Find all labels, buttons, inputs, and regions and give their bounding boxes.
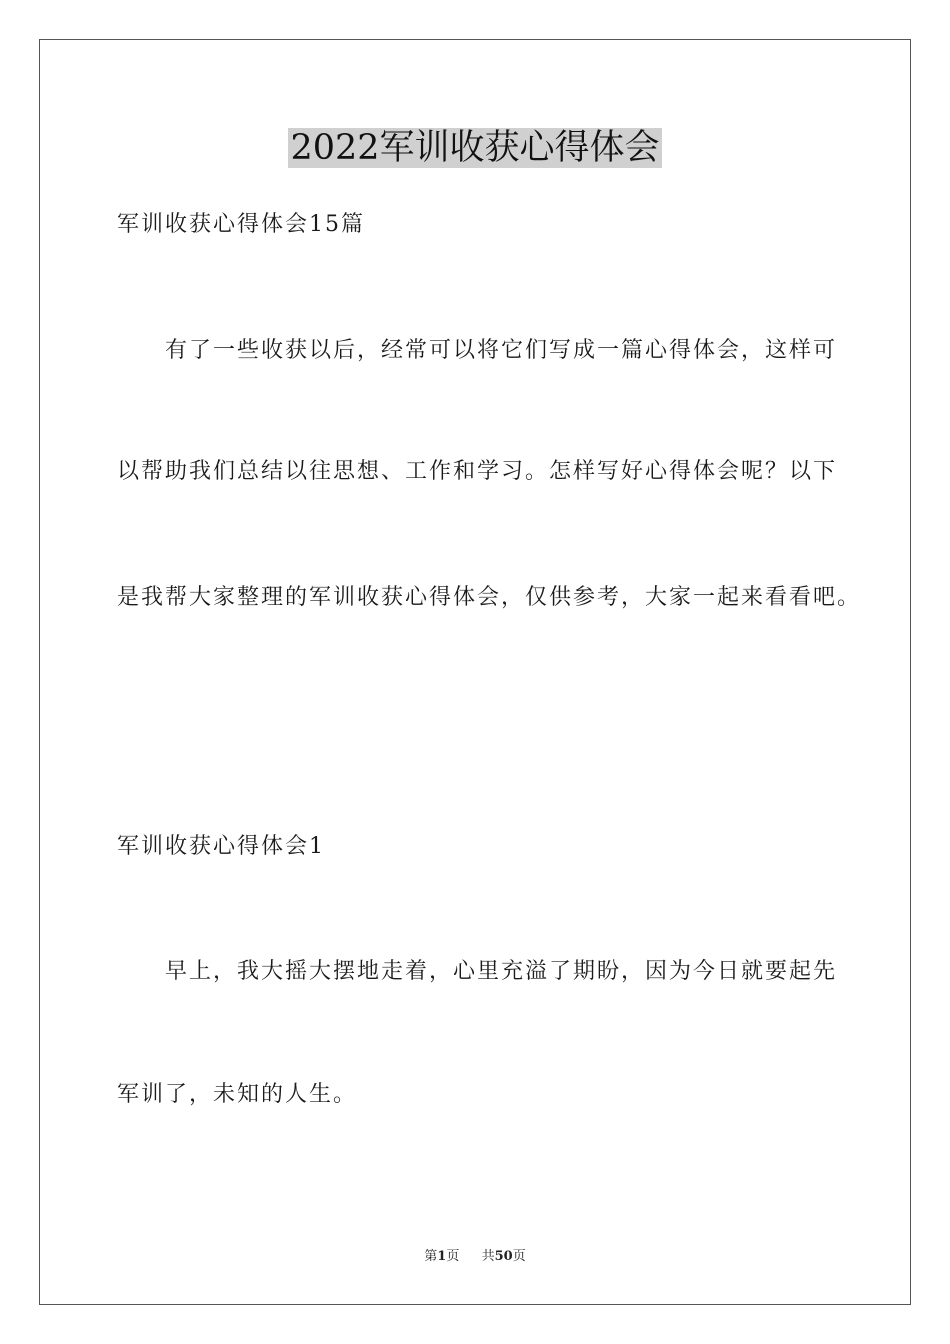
page-prefix: 第 xyxy=(424,1249,438,1264)
document-subtitle: 军训收获心得体会15篇 xyxy=(117,212,365,237)
intro-line-2: 以帮助我们总结以往思想、工作和学习。怎样写好心得体会呢？以下 xyxy=(117,459,838,484)
section-line-1: 早上，我大摇大摆地走着，心里充溢了期盼，因为今日就要起先 xyxy=(165,959,838,984)
section-heading: 军训收获心得体会1 xyxy=(117,834,325,859)
total-suffix: 页 xyxy=(512,1249,526,1264)
section-line-2: 军训了，未知的人生。 xyxy=(117,1082,358,1107)
page-suffix: 页 xyxy=(446,1249,460,1264)
intro-line-3: 是我帮大家整理的军训收获心得体会，仅供参考，大家一起来看看吧。 xyxy=(117,585,862,610)
page-footer xyxy=(0,1248,950,1266)
document-title xyxy=(0,128,950,168)
page-number: 1 xyxy=(437,1249,447,1264)
document-title-text: 2022军训收获心得体会 xyxy=(290,128,660,168)
total-pages: 50 xyxy=(494,1249,513,1264)
intro-line-1: 有了一些收获以后，经常可以将它们写成一篇心得体会，这样可 xyxy=(165,338,838,363)
total-prefix: 共 xyxy=(481,1249,495,1264)
